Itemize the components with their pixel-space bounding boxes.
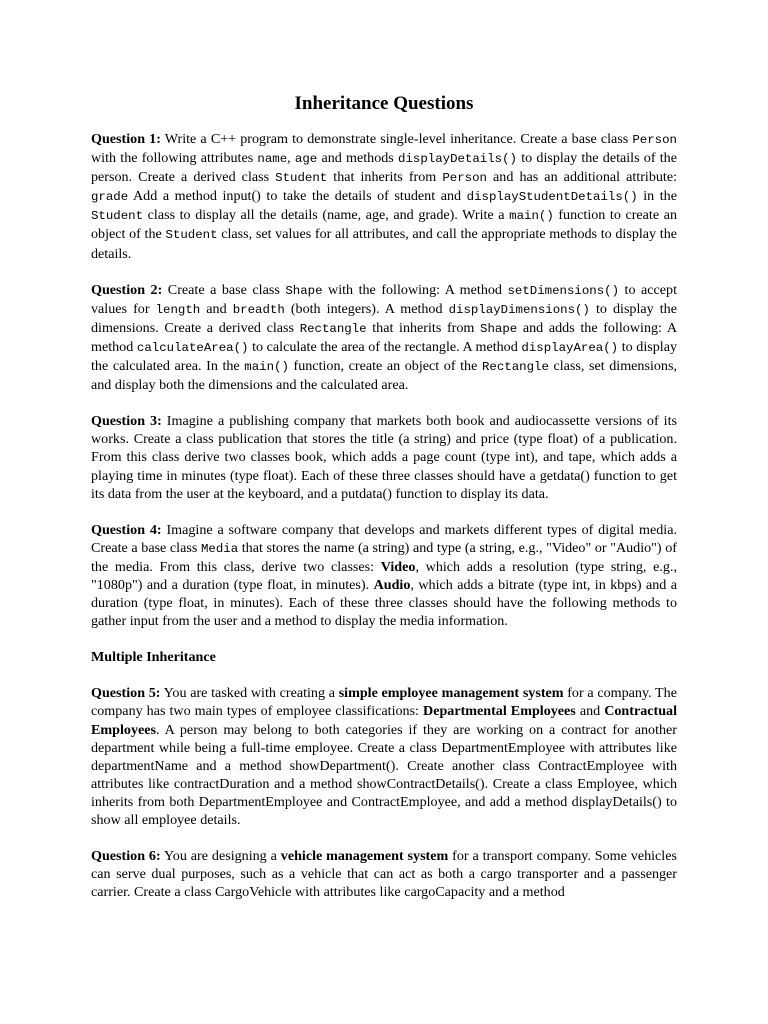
q2-text: to calculate the area of the rectangle. A method bbox=[248, 338, 522, 355]
question-5-label: Question 5: bbox=[91, 685, 161, 702]
q1-text: class, set values for all attributes, and call the appropriate methods to display the details. bbox=[91, 226, 677, 262]
q1-code: grade bbox=[91, 190, 129, 205]
q4-bold: Audio bbox=[373, 576, 411, 593]
question-2-label: Question 2: bbox=[91, 281, 163, 298]
q1-code: Person bbox=[632, 133, 677, 147]
q4-bold: Video bbox=[380, 558, 416, 575]
q4-text: Imagine a software company that develops and markets different types of digital media. Create a base class bbox=[91, 521, 677, 556]
q5-bold: simple employee management system bbox=[338, 685, 564, 702]
q1-text: class to display all the details (name, age, and grade). Write a bbox=[143, 207, 510, 224]
q5-bold: Contractual Employees bbox=[91, 703, 678, 738]
q2-text: (both integers). A method bbox=[284, 300, 449, 317]
q4-code: Media bbox=[200, 541, 239, 556]
question-5 bbox=[91, 684, 677, 829]
q2-code: breadth bbox=[232, 302, 285, 317]
q5-text: You are tasked with creating a bbox=[160, 685, 339, 702]
q1-code: Student bbox=[275, 171, 328, 186]
q3-text: Imagine a publishing company that markets both book and audiocassette versions of its works. Create a class publication that stores the title (a string) and price (type float) of a publication. From this class derive two classes book, which adds a page count (type int), and tape, which adds a playing time in minutes (type float). Each of these three classes should have a getdata() function to get its data from the user at the keyboard, and a putdata() function to display its data. bbox=[91, 413, 677, 502]
question-6 bbox=[91, 847, 677, 901]
q1-code: main() bbox=[509, 209, 554, 224]
question-2 bbox=[91, 281, 677, 395]
q2-text: to display the calculated area. In the bbox=[91, 338, 677, 375]
q2-text: Create a base class bbox=[162, 281, 286, 298]
q1-text: that inherits from bbox=[327, 169, 443, 186]
q2-code: Rectangle bbox=[299, 321, 367, 336]
q1-text: in the bbox=[637, 188, 677, 205]
q5-text: . A person may belong to both categories if they are working on a contract for another department while being a full-time employee. Create a class DepartmentEmployee with attributes like departmentName and a method showDepartment(). Create another class ContractEmployee with attributes like contractDuration and a method showContractDetails(). Create a class Employee, which inherits from both DepartmentEmployee and ContractEmployee, and add a method displayDetails() to show all employee details. bbox=[91, 721, 677, 828]
q2-text: and adds the following: A method bbox=[91, 319, 678, 355]
q1-text: and methods bbox=[317, 150, 399, 167]
question-3-label: Question 3: bbox=[91, 413, 162, 430]
q5-text: for a company. The company has two main types of employee classifications: bbox=[91, 685, 677, 720]
q2-code: main() bbox=[244, 360, 289, 375]
question-4 bbox=[91, 521, 677, 631]
q1-text: and has an additional attribute: bbox=[486, 169, 677, 186]
q5-bold: Departmental Employees bbox=[423, 703, 576, 720]
q2-code: Rectangle bbox=[481, 360, 549, 375]
q2-code: setDimensions() bbox=[507, 283, 620, 298]
q2-code: displayDimensions() bbox=[448, 302, 590, 317]
q6-text: You are designing a bbox=[160, 848, 281, 865]
q4-text: , which adds a bitrate (type int, in kbps) and a duration (type float, in minutes). Each of these three classes should have the following methods to gather input from the user and a method to display the media information. bbox=[91, 576, 677, 630]
q4-text: , which adds a resolution (type string, e.g., "1080p") and a duration (type float, in minutes). bbox=[91, 558, 677, 593]
q6-bold: vehicle management system bbox=[280, 848, 449, 865]
q2-code: Shape bbox=[285, 283, 323, 298]
q5-text: and bbox=[575, 703, 605, 720]
q1-code: Student bbox=[165, 228, 218, 243]
q1-text: , bbox=[287, 150, 295, 167]
q2-text: with the following: A method bbox=[322, 281, 508, 298]
q1-text: with the following attributes bbox=[91, 150, 258, 167]
q6-text: for a transport company. Some vehicles can serve dual purposes, such as a vehicle that can act as both a cargo transporter and a passenger carrier. Create a class CargoVehicle with attributes like cargoCapacity and a method bbox=[91, 848, 677, 901]
question-1 bbox=[91, 130, 677, 263]
q2-text: to display the dimensions. Create a derived class bbox=[91, 300, 677, 336]
section-heading bbox=[91, 648, 677, 666]
question-6-label: Question 6: bbox=[91, 848, 161, 865]
question-4-label: Question 4: bbox=[91, 521, 162, 538]
q2-text: to accept values for bbox=[91, 281, 677, 317]
question-1-label: Question 1: bbox=[91, 131, 161, 147]
q1-code: Person bbox=[442, 171, 487, 186]
q4-text: that stores the name (a string) and type (a string, e.g., "Video" or "Audio") of the media. From this class, derive two classes: bbox=[91, 539, 677, 575]
q1-text: to display the details of the person. Create a derived class bbox=[91, 150, 677, 186]
q2-code: length bbox=[155, 302, 201, 317]
q1-text: Write a C++ program to demonstrate single-level inheritance. Create a base class bbox=[160, 131, 633, 147]
q1-code: Student bbox=[91, 209, 144, 224]
section-heading-text: Multiple Inheritance bbox=[91, 649, 216, 666]
q2-code: Shape bbox=[480, 321, 518, 336]
q1-code: displayDetails() bbox=[398, 152, 517, 167]
question-3 bbox=[91, 412, 677, 502]
q1-text: Add a method input() to take the details of student and bbox=[128, 188, 467, 205]
q2-text: class, set dimensions, and display both the dimensions and the calculated area. bbox=[91, 358, 677, 394]
q2-code: calculateArea() bbox=[136, 340, 249, 355]
q2-text: that inherits from bbox=[366, 319, 481, 336]
q1-code: age bbox=[294, 152, 318, 167]
q1-code: displayStudentDetails() bbox=[466, 190, 638, 205]
q2-text: function, create an object of the bbox=[288, 358, 482, 375]
q2-code: displayArea() bbox=[521, 340, 619, 355]
q1-code: name bbox=[257, 152, 288, 167]
q2-text: and bbox=[200, 300, 233, 317]
page-title: Inheritance Questions bbox=[294, 93, 474, 114]
q1-text: function to create an object of the bbox=[91, 207, 677, 243]
